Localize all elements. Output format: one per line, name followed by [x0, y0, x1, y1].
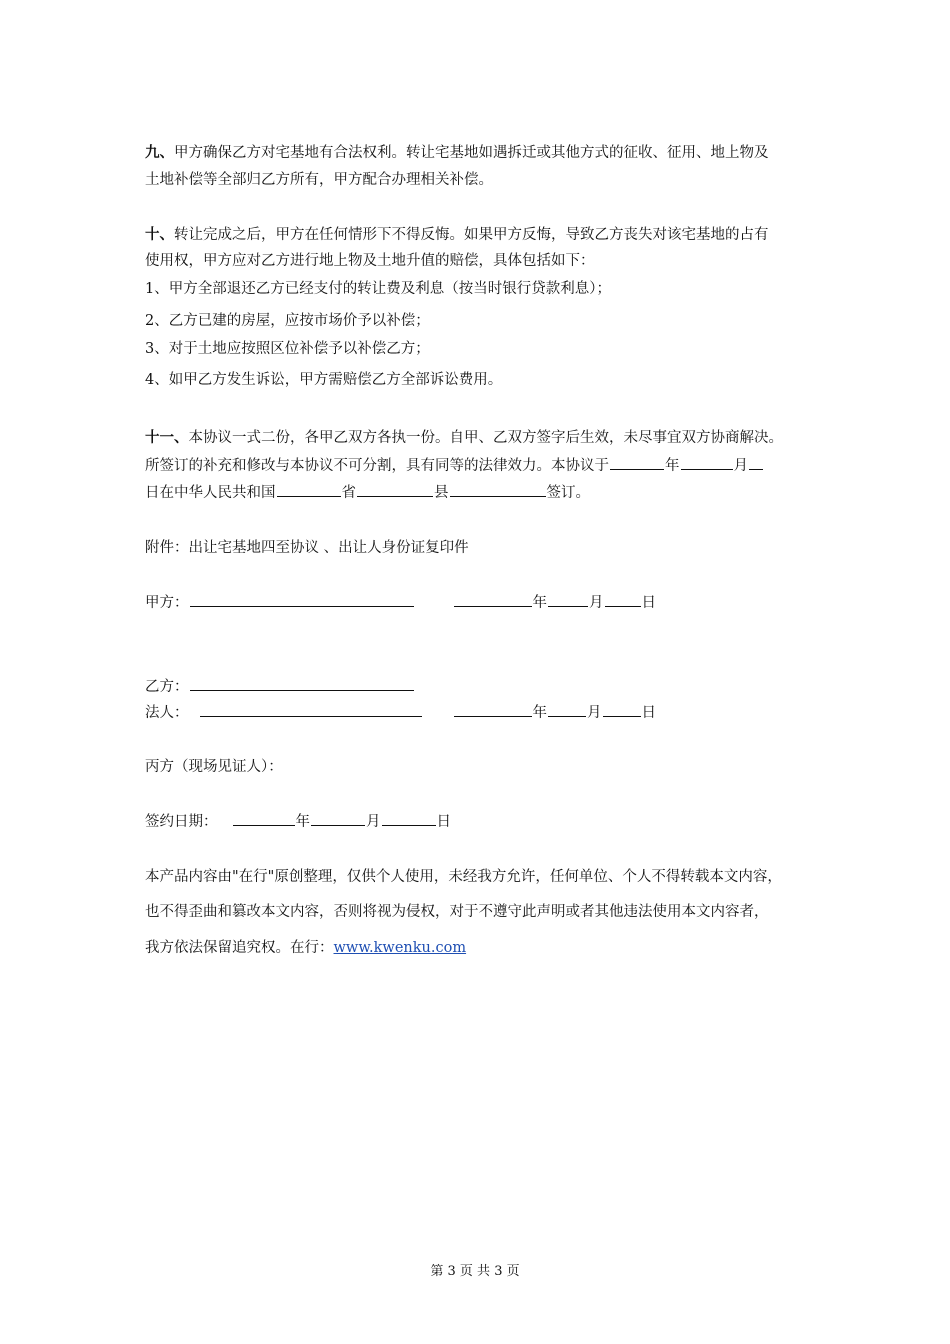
party-a-year-label: 年	[532, 595, 547, 611]
agreement-month-label: 月	[733, 458, 748, 474]
legal-person-label: 法人：	[145, 705, 189, 721]
clause-10-item-1: 1、甲方全部退还乙方已经支付的转让费及利息（按当时银行贷款利息）；	[145, 281, 611, 297]
party-a-signature-blank	[190, 592, 414, 607]
party-a-day-label: 日	[641, 595, 656, 611]
sign-date-line	[145, 811, 451, 832]
clause-10-item-4: 4、如甲乙方发生诉讼，甲方需赔偿乙方全部诉讼费用。	[145, 372, 503, 388]
clause-11-line-1	[145, 428, 783, 448]
notice-line-2: 也不得歪曲和篡改本文内容，否则将视为侵权，对于不遵守此声明或者其他违法使用本文内容者，	[145, 904, 769, 920]
agreement-day-blank	[749, 455, 763, 470]
clause-9-heading: 九、	[145, 144, 174, 161]
notice-text-3: 我方依法保留追究权。在行：	[145, 940, 334, 956]
legal-person-line	[145, 702, 656, 723]
party-b-label: 乙方：	[145, 679, 189, 695]
clause-10-item-2: 2、乙方已建的房屋，应按市场价予以补偿；	[145, 313, 430, 329]
clause-9-line-1	[145, 143, 769, 163]
clause-10-line-2: 使用权，甲方应对乙方进行地上物及土地升值的赔偿，具体包括如下：	[145, 253, 595, 269]
party-b-line	[145, 676, 415, 697]
party-b-signature-blank	[190, 676, 414, 691]
county-blank	[357, 482, 433, 497]
sign-date-month-label: 月	[366, 814, 381, 830]
province-blank	[277, 482, 341, 497]
party-b-month-blank	[548, 702, 586, 717]
agreement-year-blank	[610, 455, 664, 470]
clause-11-text-1: 本协议一式二份，各甲乙双方各执一份。自甲、乙双方签字后生效，未尽事宜双方协商解决。	[188, 430, 783, 446]
clause-10-text-1: 转让完成之后，甲方在任何情形下不得反悔。如果甲方反悔，导致乙方丧失对该宅基地的占有	[174, 227, 769, 243]
sign-date-day-blank	[382, 811, 436, 826]
sign-date-day-label: 日	[436, 814, 451, 830]
party-a-month-blank	[548, 592, 588, 607]
notice-line-3	[145, 938, 466, 958]
party-b-year-blank	[454, 702, 532, 717]
clause-11-text-2: 所签订的补充和修改与本协议不可分割，具有同等的法律效力。本协议于	[145, 458, 609, 474]
sign-date-label: 签约日期：	[145, 814, 218, 830]
clause-10-line-1	[145, 225, 769, 245]
county-label: 县	[434, 485, 449, 501]
clause-11-line-2	[145, 455, 764, 476]
legal-person-signature-blank	[200, 702, 422, 717]
party-b-month-label: 月	[587, 705, 602, 721]
party-b-day-label: 日	[641, 705, 656, 721]
clause-10-heading: 十、	[145, 226, 174, 243]
page-number: 第 3 页 共 3 页	[430, 1264, 520, 1279]
sign-date-year-blank	[233, 811, 295, 826]
party-b-year-label: 年	[532, 705, 547, 721]
signing-place-blank	[450, 482, 546, 497]
party-c-line: 丙方（现场见证人）：	[145, 759, 283, 775]
agreement-month-blank	[681, 455, 733, 470]
clause-9-line-2: 土地补偿等全部归乙方所有，甲方配合办理相关补偿。	[145, 172, 493, 188]
party-b-day-blank	[603, 702, 641, 717]
clause-11-line-3	[145, 482, 590, 503]
province-label: 省	[341, 485, 356, 501]
party-a-line	[145, 592, 656, 613]
party-a-day-blank	[605, 592, 641, 607]
agreement-year-label: 年	[665, 458, 680, 474]
party-a-year-blank	[454, 592, 532, 607]
party-a-month-label: 月	[589, 595, 604, 611]
signed-label: 签订。	[546, 485, 590, 501]
sign-date-year-label: 年	[295, 814, 310, 830]
website-link[interactable]: www.kwenku.com	[333, 940, 467, 956]
party-a-label: 甲方：	[145, 595, 189, 611]
clause-9-text-1: 甲方确保乙方对宅基地有合法权利。转让宅基地如遇拆迁或其他方式的征收、征用、地上物及	[174, 145, 769, 161]
sign-date-month-blank	[311, 811, 365, 826]
clause-10-item-3: 3、对于土地应按照区位补偿予以补偿乙方；	[145, 341, 430, 357]
clause-11-text-3: 日在中华人民共和国	[145, 485, 276, 501]
clause-11-heading: 十一、	[145, 429, 189, 446]
notice-line-1: 本产品内容由"在行"原创整理，仅供个人使用，未经我方允许，任何单位、个人不得转载本文内容，	[145, 869, 782, 885]
attachment-line: 附件：出让宅基地四至协议 、出让人身份证复印件	[145, 540, 469, 556]
